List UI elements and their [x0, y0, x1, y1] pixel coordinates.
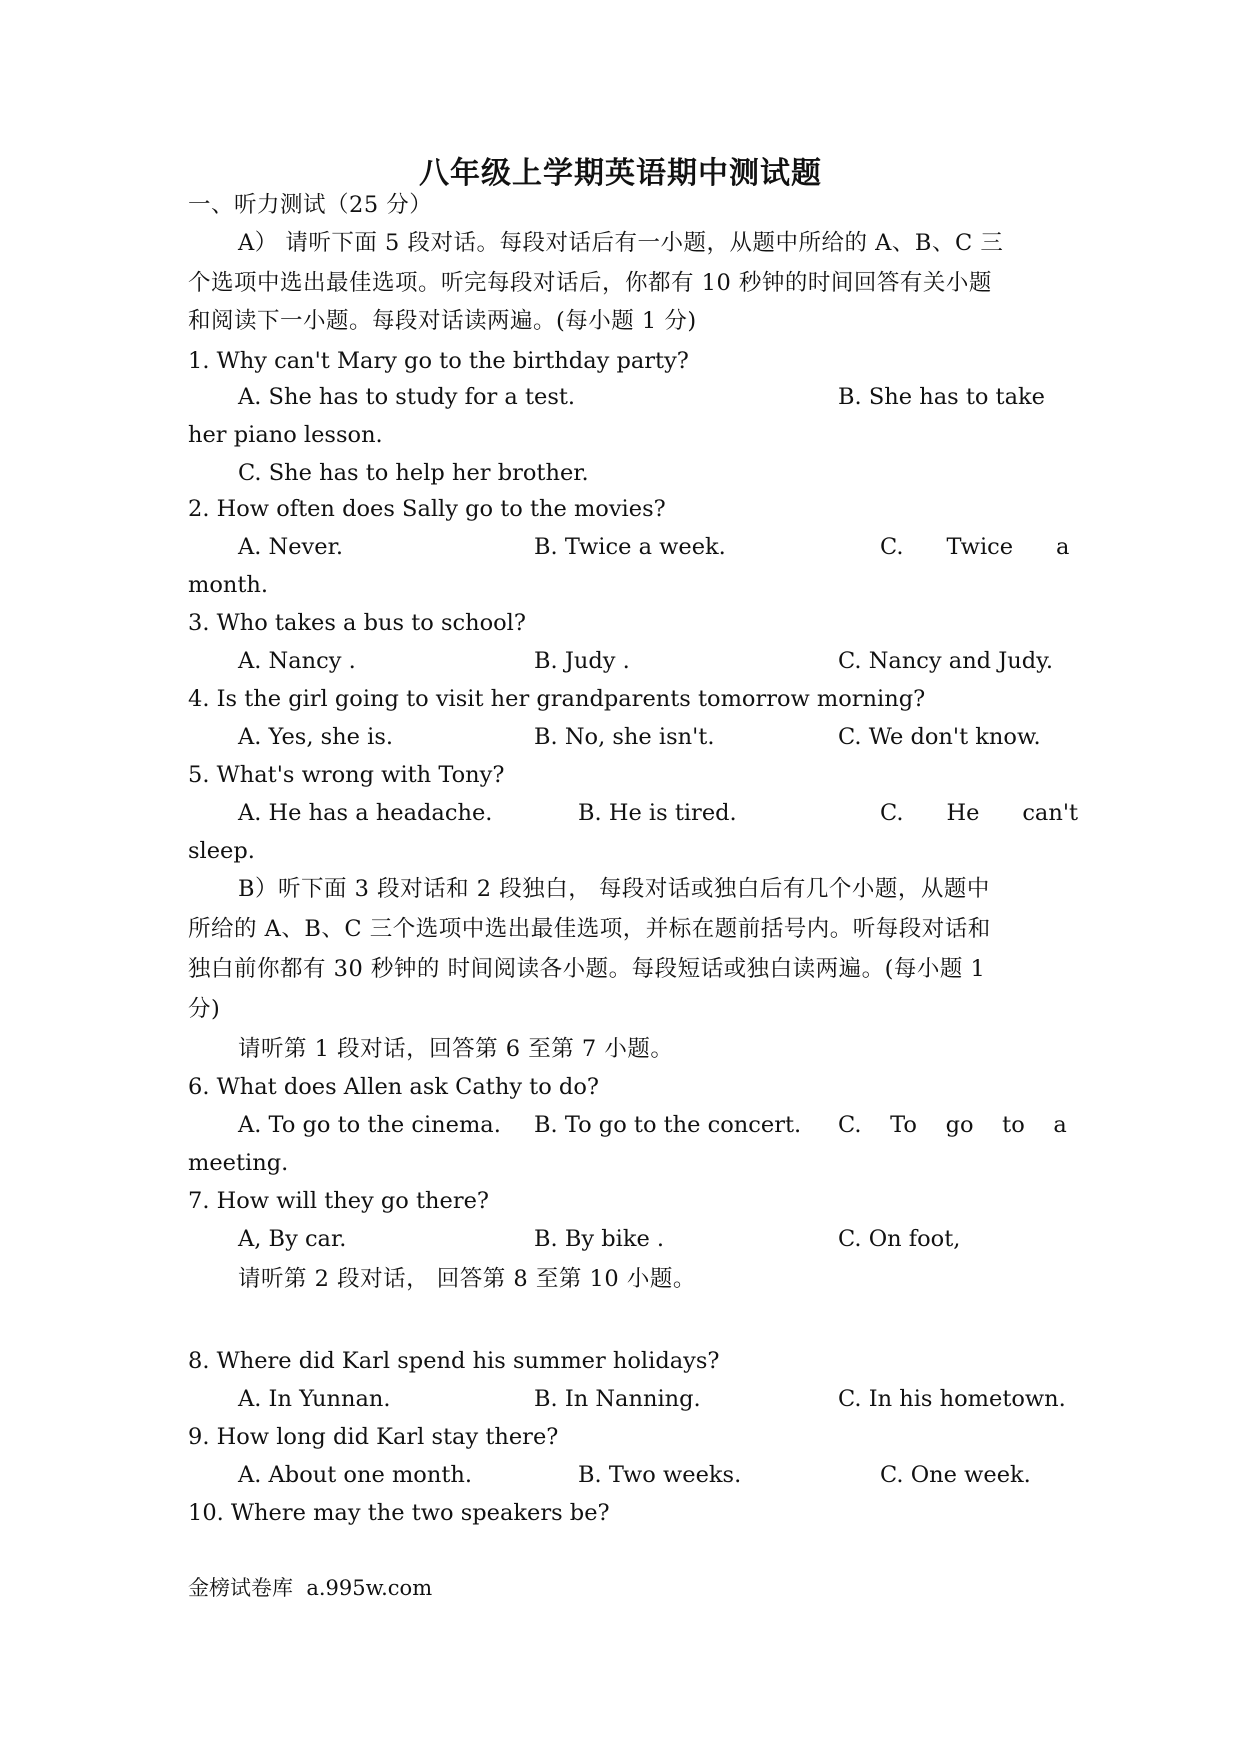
- question-5-stem: 5. What's wrong with Tony?: [188, 762, 505, 788]
- question-8-option-b: B. In Nanning.: [534, 1386, 701, 1412]
- question-1-option-b: B. She has to take: [838, 384, 1045, 410]
- question-5-option-c-cont: sleep.: [188, 838, 255, 864]
- question-10-stem: 10. Where may the two speakers be?: [188, 1500, 610, 1526]
- question-9-option-a: A. About one month.: [238, 1462, 472, 1488]
- question-4-option-c: C. We don't know.: [838, 724, 1041, 750]
- question-3-option-c: C. Nancy and Judy.: [838, 648, 1054, 674]
- question-5-option-a: A. He has a headache.: [238, 800, 493, 826]
- question-7-option-c: C. On foot,: [838, 1226, 961, 1252]
- page-title: 八年级上学期英语期中测试题: [419, 156, 822, 191]
- partB-instruction-line4: 分): [188, 996, 221, 1022]
- partA-instruction-line3: 和阅读下一小题。每段对话读两遍。(每小题 1 分): [188, 308, 697, 334]
- question-8-stem: 8. Where did Karl spend his summer holidays?: [188, 1348, 720, 1374]
- question-5-option-c: C. He can't: [880, 800, 1079, 826]
- question-8-option-c: C. In his hometown.: [838, 1386, 1066, 1412]
- question-9-option-c: C. One week.: [880, 1462, 1031, 1488]
- question-6-option-a: A. To go to the cinema.: [238, 1112, 501, 1138]
- dialogue-2-note: 请听第 2 段对话， 回答第 8 至第 10 小题。: [238, 1266, 696, 1292]
- question-6-option-b: B. To go to the concert.: [534, 1112, 802, 1138]
- partA-instruction-line2: 个选项中选出最佳选项。听完每段对话后，你都有 10 秒钟的时间回答有关小题: [188, 270, 992, 296]
- question-9-option-b: B. Two weeks.: [578, 1462, 742, 1488]
- question-6-stem: 6. What does Allen ask Cathy to do?: [188, 1074, 599, 1100]
- question-2-option-a: A. Never.: [238, 534, 344, 560]
- question-3-stem: 3. Who takes a bus to school?: [188, 610, 526, 636]
- footer-source: 金榜试卷库 a.995w.com: [188, 1576, 433, 1600]
- question-2-stem: 2. How often does Sally go to the movies?: [188, 496, 666, 522]
- partB-instruction-line2: 所给的 A、B、C 三个选项中选出最佳选项，并标在题前括号内。听每段对话和: [188, 916, 991, 942]
- question-5-option-b: B. He is tired.: [578, 800, 737, 826]
- question-1-option-c: C. She has to help her brother.: [238, 460, 589, 486]
- question-8-option-a: A. In Yunnan.: [238, 1386, 391, 1412]
- question-7-option-a: A, By car.: [238, 1226, 347, 1252]
- question-7-stem: 7. How will they go there?: [188, 1188, 489, 1214]
- question-4-option-b: B. No, she isn't.: [534, 724, 715, 750]
- question-1-option-a: A. She has to study for a test.: [238, 384, 576, 410]
- question-6-option-c-cont: meeting.: [188, 1150, 289, 1176]
- question-2-option-c: C. Twice a: [880, 534, 1070, 560]
- question-4-stem: 4. Is the girl going to visit her grandparents tomorrow morning?: [188, 686, 926, 712]
- question-6-option-c: C. To go to a: [838, 1112, 1067, 1138]
- question-9-stem: 9. How long did Karl stay there?: [188, 1424, 559, 1450]
- partB-instruction-line3: 独白前你都有 30 秒钟的 时间阅读各小题。每段短话或独白读两遍。(每小题 1: [188, 956, 986, 982]
- question-2-option-b: B. Twice a week.: [534, 534, 726, 560]
- question-3-option-b: B. Judy .: [534, 648, 630, 674]
- question-4-option-a: A. Yes, she is.: [238, 724, 394, 750]
- question-1-stem: 1. Why can't Mary go to the birthday party?: [188, 348, 689, 374]
- question-7-option-b: B. By bike .: [534, 1226, 665, 1252]
- partA-instruction-line1: A） 请听下面 5 段对话。每段对话后有一小题，从题中所给的 A、B、C 三: [238, 230, 1004, 256]
- section-heading: 一、听力测试（25 分）: [188, 192, 433, 218]
- question-1-option-b-cont: her piano lesson.: [188, 422, 383, 448]
- question-3-option-a: A. Nancy .: [238, 648, 356, 674]
- question-2-option-c-cont: month.: [188, 572, 269, 598]
- partB-instruction-line1: B）听下面 3 段对话和 2 段独白， 每段对话或独白后有几个小题，从题中: [238, 876, 990, 902]
- dialogue-1-note: 请听第 1 段对话，回答第 6 至第 7 小题。: [238, 1036, 674, 1062]
